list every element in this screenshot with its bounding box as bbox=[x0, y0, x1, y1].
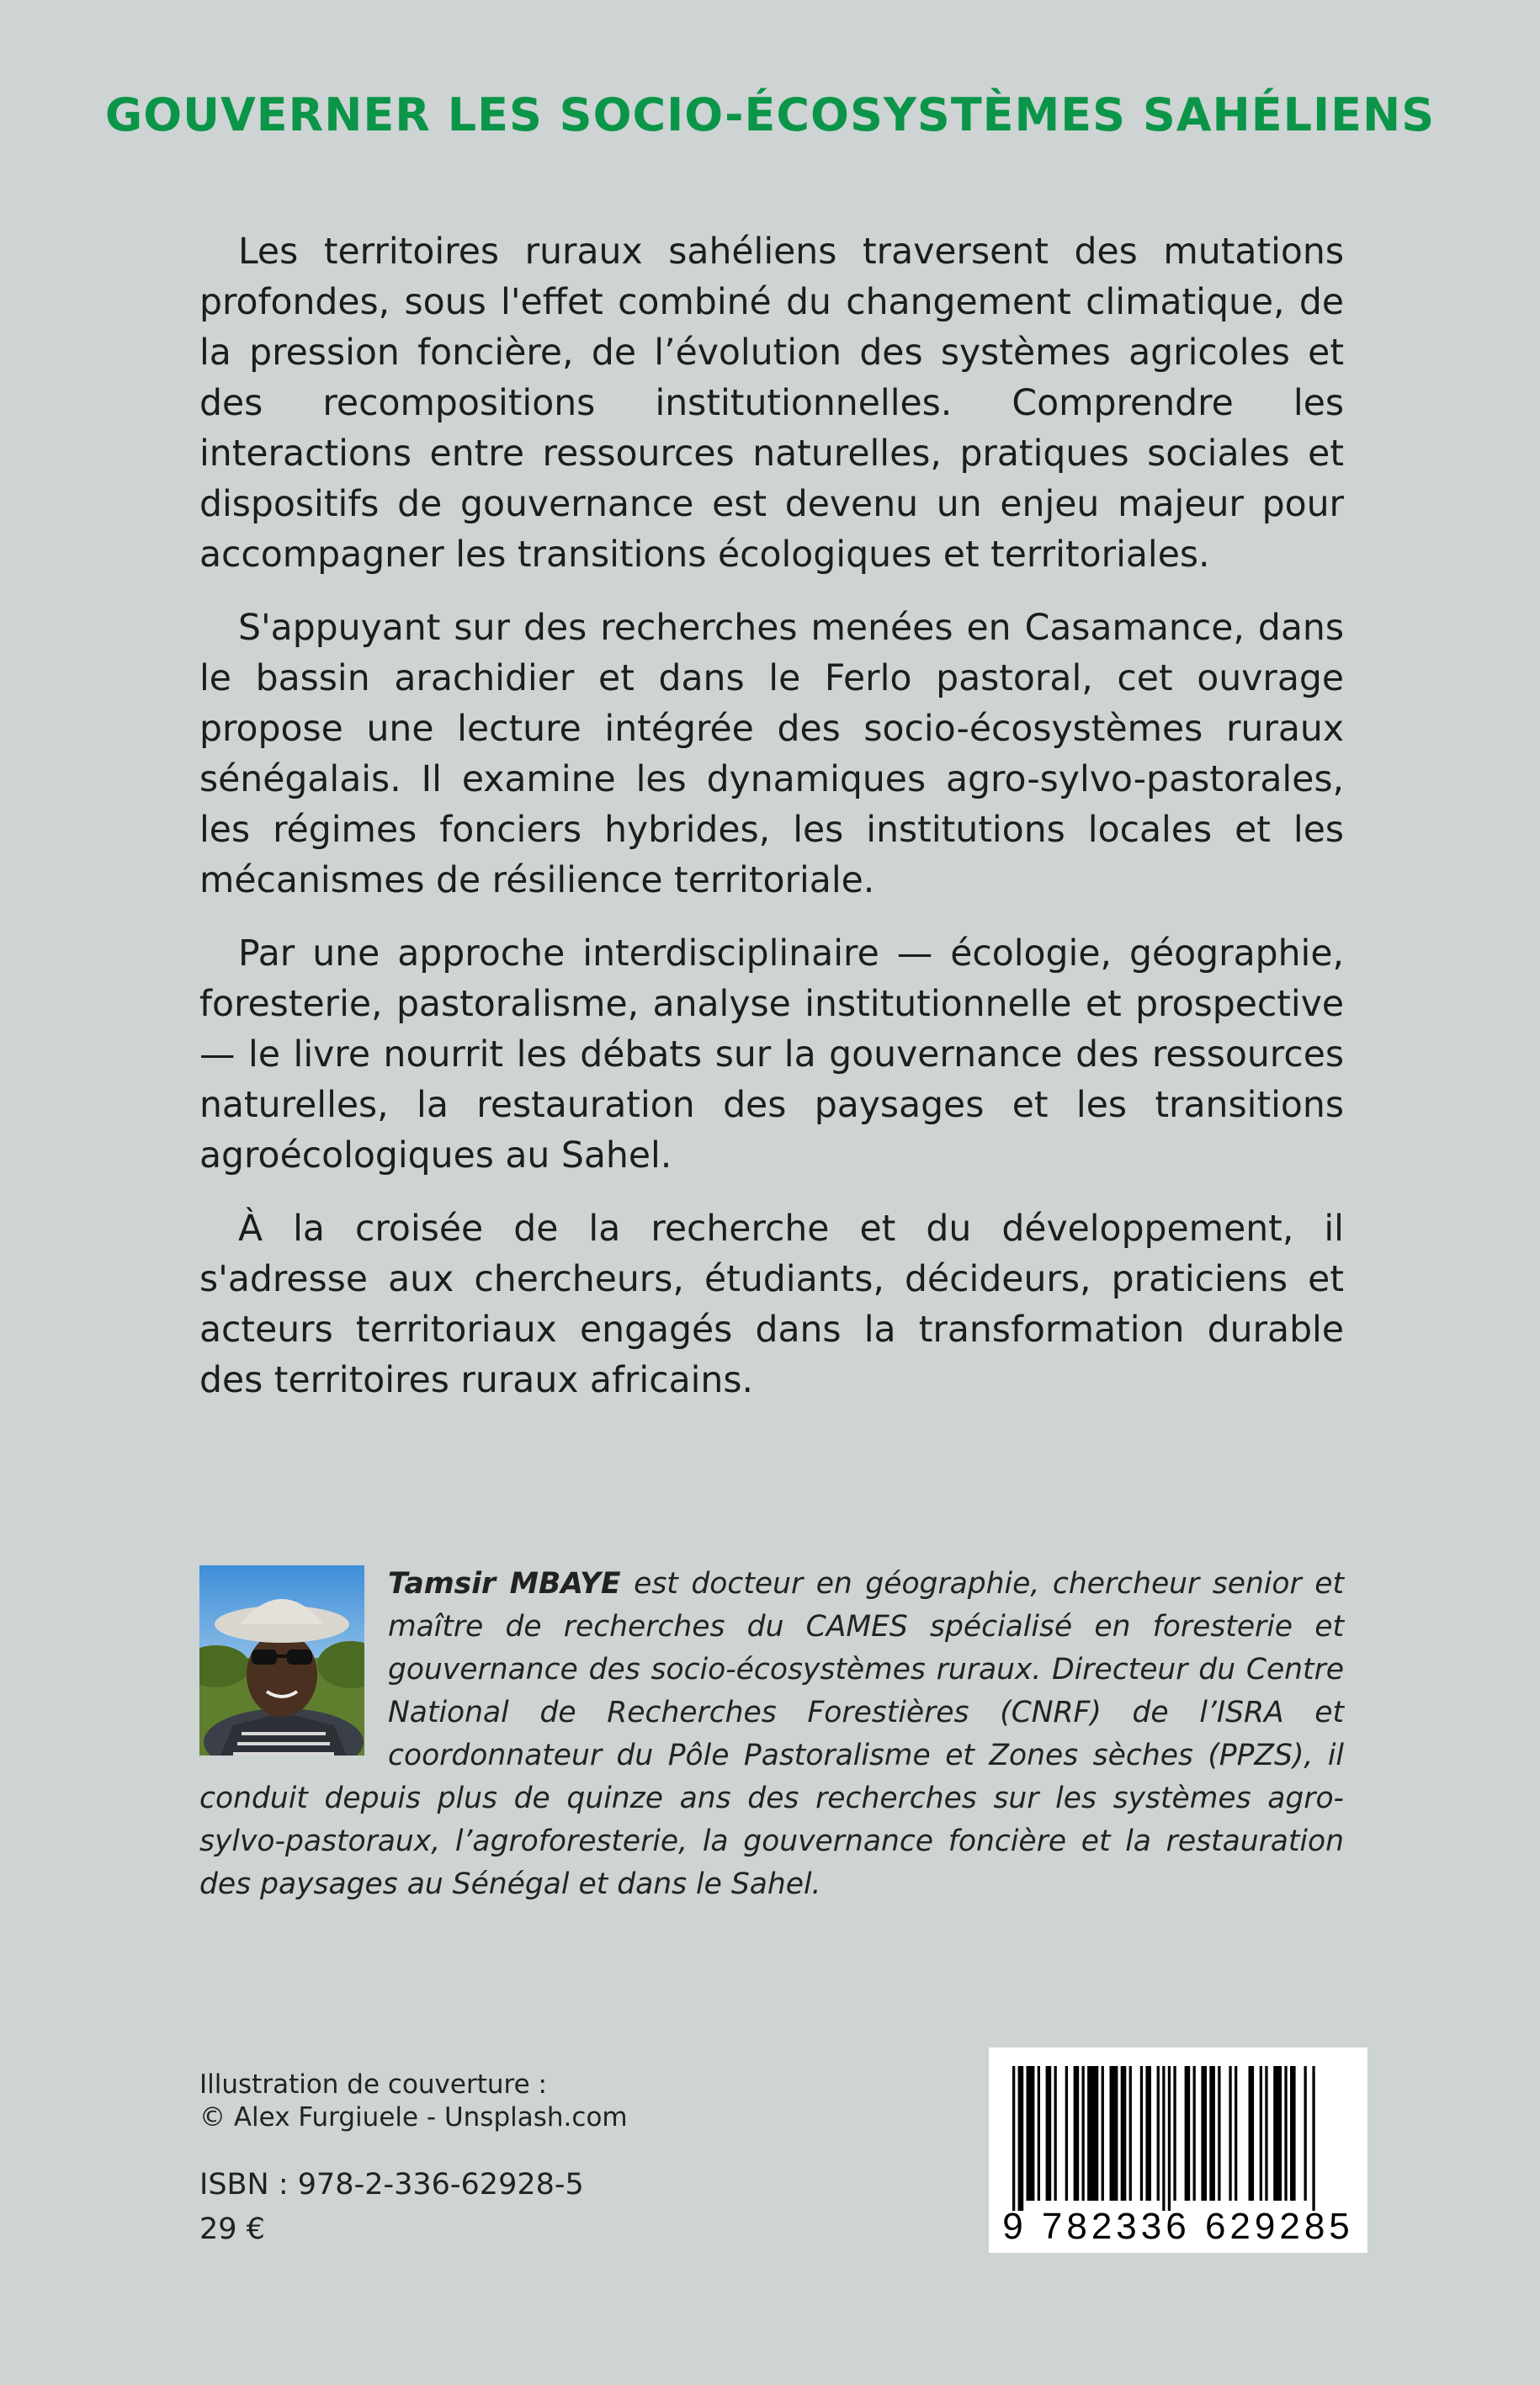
price: 29 € bbox=[199, 2212, 265, 2246]
barcode-bar bbox=[1027, 2066, 1035, 2201]
book-title: GOUVERNER LES SOCIO-ÉCOSYSTÈMES SAHÉLIENS bbox=[104, 88, 1436, 141]
barcode-bar bbox=[1193, 2066, 1196, 2201]
barcode-bar bbox=[1249, 2066, 1255, 2201]
blurb-paragraph: À la croisée de la recherche et du développement, il s'adresse aux chercheurs, étudiants, décideurs, praticiens et acteurs territoriaux engagés dans la transformation durable des territoires ruraux africains. bbox=[199, 1208, 1344, 1401]
barcode-bar bbox=[1235, 2066, 1237, 2201]
barcode-bar bbox=[1260, 2066, 1262, 2201]
barcode bbox=[989, 2048, 1367, 2253]
barcode-bar bbox=[1087, 2066, 1098, 2201]
back-cover-blurb bbox=[199, 227, 1344, 1429]
barcode-bar bbox=[1102, 2066, 1104, 2201]
barcode-digits: 9 782336 629285 bbox=[1002, 2206, 1354, 2247]
barcode-bar bbox=[1054, 2066, 1057, 2201]
barcode-bar bbox=[1168, 2066, 1171, 2211]
author-name: Tamsir MBAYE bbox=[388, 1567, 621, 1601]
barcode-bar bbox=[1012, 2066, 1015, 2211]
barcode-bar bbox=[1038, 2066, 1040, 2201]
barcode-bar bbox=[1265, 2066, 1267, 2201]
barcode-bar bbox=[1065, 2066, 1068, 2201]
barcode-bar bbox=[1082, 2066, 1085, 2201]
barcode-bar bbox=[1121, 2066, 1127, 2201]
isbn: ISBN : 978-2-336-62928-5 bbox=[199, 2168, 584, 2202]
barcode-bar bbox=[1157, 2066, 1160, 2201]
barcode-bar bbox=[1140, 2066, 1143, 2201]
blurb-paragraph: Les territoires ruraux sahéliens traversent des mutations profondes, sous l'effet combiné du changement climatique, de la pression foncière, de l’évolution des systèmes agricoles et des recompositions institutionnelles. Comprendre les interactions entre ressources naturelles, pratiques sociales et dispositifs de gouvernance est devenu un enjeu majeur pour accompagner les transitions écologiques et territoriales. bbox=[199, 231, 1344, 576]
blurb-paragraph: Par une approche interdisciplinaire — écologie, géographie, foresterie, pastoralisme, analyse institutionnelle et prospective — le livre nourrit les débats sur la gouvernance des ressources naturelles, la restauration des paysages et les transitions agroécologiques au Sahel. bbox=[199, 933, 1344, 1177]
author-bio bbox=[199, 1563, 1344, 1906]
barcode-bar bbox=[1209, 2066, 1215, 2201]
barcode-bar bbox=[1312, 2066, 1314, 2211]
credits-line: © Alex Furgiuele - Unsplash.com bbox=[199, 2102, 628, 2133]
barcode-bar bbox=[1046, 2066, 1052, 2201]
barcode-bar bbox=[1229, 2066, 1231, 2201]
barcode-bar bbox=[1218, 2066, 1220, 2201]
barcode-bar bbox=[1201, 2066, 1207, 2201]
barcode-bar bbox=[1185, 2066, 1191, 2201]
barcode-bar bbox=[1284, 2066, 1287, 2201]
author-bio-text: est docteur en géographie, chercheur senior et maître de recherches du CAMES spécialisé en foresterie et gouvernance des socio-écosystèmes ruraux. Directeur du Centre National de Recherches Forestières (CNRF) de l’ISRA et coordonnateur du Pôle Pastoralisme et Zones sèches (PPZS), il conduit depuis plus de quinze ans des recherches sur les systèmes agro-sylvo-pastoraux, l’agroforesterie, la gouvernance foncière et la restauration des paysages au Sénégal et dans le Sahel. bbox=[199, 1567, 1344, 1901]
barcode-bar bbox=[1018, 2066, 1024, 2211]
author-photo bbox=[199, 1565, 364, 1756]
barcode-bar bbox=[1110, 2066, 1118, 2201]
barcode-bar bbox=[1129, 2066, 1132, 2201]
barcode-bar bbox=[1273, 2066, 1282, 2201]
barcode-bar bbox=[1173, 2066, 1176, 2201]
cover-credits bbox=[199, 2069, 628, 2134]
blurb-paragraph: S'appuyant sur des recherches menées en Casamance, dans le bassin arachidier et dans le Ferlo pastoral, cet ouvrage propose une lecture intégrée des socio-écosystèmes ruraux sénégalais. Il examine les dynamiques agro-sylvo-pastorales, les régimes fonciers hybrides, les institutions locales et les mécanismes de résilience territoriale. bbox=[199, 608, 1344, 901]
barcode-bar bbox=[1304, 2066, 1307, 2201]
barcode-bar bbox=[1290, 2066, 1296, 2201]
barcode-bar bbox=[1145, 2066, 1151, 2201]
barcode-bar bbox=[1074, 2066, 1080, 2201]
credits-line: Illustration de couverture : bbox=[199, 2069, 547, 2100]
barcode-bar bbox=[1162, 2066, 1165, 2211]
